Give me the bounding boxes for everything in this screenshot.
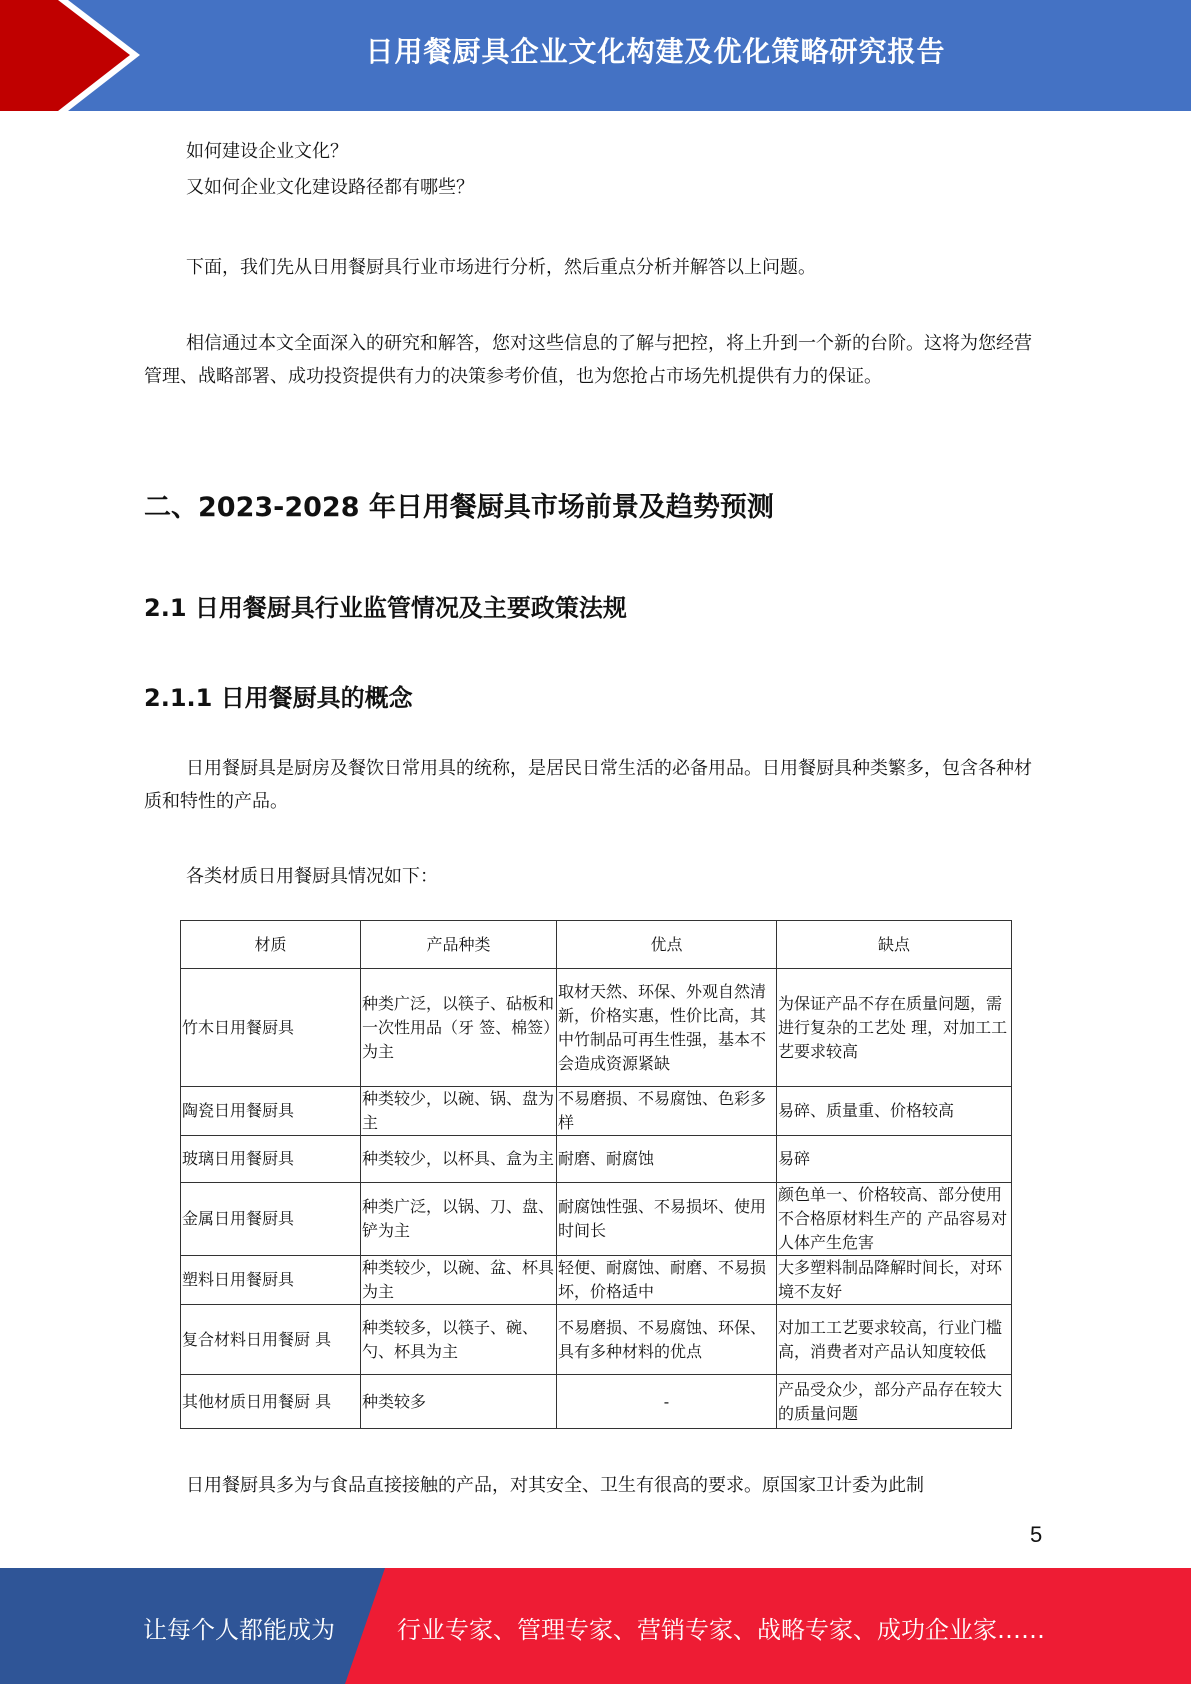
after-table-paragraph: 日用餐厨具多为与食品直接接触的产品，对其安全、卫生有很高的要求。原国家卫计委为此制: [186, 1475, 924, 1496]
table-cell: 种类广泛，以锅、刀、盘、铲为主: [361, 1183, 557, 1256]
table-row: [181, 1087, 1012, 1136]
header-title: 日用餐厨具企业文化构建及优化策略研究报告: [365, 35, 946, 68]
page-footer: [0, 1568, 1191, 1684]
table-cell: -: [557, 1375, 777, 1429]
table-cell: 其他材质日用餐厨 具: [181, 1375, 361, 1429]
table-cell: 耐腐蚀性强、不易损坏、使用时间长: [557, 1183, 777, 1256]
table-cell: 金属日用餐厨具: [181, 1183, 361, 1256]
table-cell: 耐磨、耐腐蚀: [557, 1136, 777, 1183]
intro-paragraph-2: 相信通过本文全面深入的研究和解答，您对这些信息的了解与把控，将上升到一个新的台阶。这将为您经营管理、战略部署、成功投资提供有力的决策参考价值，也为您抢占市场先机提供有力的保证。: [144, 333, 1032, 387]
table-cell: 陶瓷日用餐厨具: [181, 1087, 361, 1136]
table-cell: 种类较少，以碗、盆、杯具为主: [361, 1256, 557, 1305]
table-row: [181, 1256, 1012, 1305]
materials-table: [180, 920, 1012, 1429]
table-cell: 种类较少，以杯具、盒为主: [361, 1136, 557, 1183]
intro-paragraph-1: 下面，我们先从日用餐厨具行业市场进行分析，然后重点分析并解答以上问题。: [186, 257, 816, 278]
table-cell: 不易磨损、不易腐蚀、环保、具有多种材料的优点: [557, 1305, 777, 1375]
table-cell: 颜色单一、价格较高、部分使用不合格原材料生产的 产品容易对人体产生危害: [777, 1183, 1012, 1256]
table-cell: 轻便、耐腐蚀、耐磨、不易损坏，价格适中: [557, 1256, 777, 1305]
table-cell: 大多塑料制品降解时间长，对环境不友好: [777, 1256, 1012, 1305]
table-cell: 产品受众少，部分产品存在较大的质量问题: [777, 1375, 1012, 1429]
table-row: [181, 1375, 1012, 1429]
section-heading: 二、2023-2028 年日用餐厨具市场前景及趋势预测: [144, 492, 774, 523]
table-row: [181, 1183, 1012, 1256]
table-cell: 种类较多，以筷子、碗、勺、杯具为主: [361, 1305, 557, 1375]
table-row: [181, 1136, 1012, 1183]
table-header-row: [181, 921, 1012, 969]
table-cell: 种类较多: [361, 1375, 557, 1429]
table-cell: 复合材料日用餐厨 具: [181, 1305, 361, 1375]
table-cell: 竹木日用餐厨具: [181, 969, 361, 1087]
table-cell: 不易磨损、不易腐蚀、色彩多样: [557, 1087, 777, 1136]
column-header: 产品种类: [361, 921, 557, 969]
table-row: [181, 1305, 1012, 1375]
subsection-heading: 2.1 日用餐厨具行业监管情况及主要政策法规: [144, 594, 627, 622]
page-number: 5: [1030, 1522, 1043, 1547]
table-cell: 易碎: [777, 1136, 1012, 1183]
question-1: 如何建设企业文化？: [186, 141, 348, 162]
subsubsection-heading: 2.1.1 日用餐厨具的概念: [144, 684, 413, 712]
question-2: 又如何企业文化建设路径都有哪些？: [186, 177, 474, 198]
column-header: 缺点: [777, 921, 1012, 969]
footer-slogan-left: 让每个人都能成为: [143, 1616, 335, 1644]
table-cell: 取材天然、环保、外观自然清新，价格实惠，性价比高，其中竹制品可再生性强，基本不会造成资源紧缺: [557, 969, 777, 1087]
table-cell: 为保证产品不存在质量问题，需进行复杂的工艺处 理，对加工工艺要求较高: [777, 969, 1012, 1087]
table-cell: 对加工工艺要求较高，行业门槛高，消费者对产品认知度较低: [777, 1305, 1012, 1375]
table-cell: 玻璃日用餐厨具: [181, 1136, 361, 1183]
table-cell: 种类广泛，以筷子、砧板和一次性用品（牙 签、棉签）为主: [361, 969, 557, 1087]
footer-slogan-right: 行业专家、管理专家、营销专家、战略专家、成功企业家……: [397, 1616, 1045, 1644]
table-cell: 易碎、质量重、价格较高: [777, 1087, 1012, 1136]
page-header: [0, 0, 1191, 111]
table-row: [181, 969, 1012, 1087]
column-header: 优点: [557, 921, 777, 969]
column-header: 材质: [181, 921, 361, 969]
table-cell: 种类较少，以碗、锅、盘为主: [361, 1087, 557, 1136]
table-cell: 塑料日用餐厨具: [181, 1256, 361, 1305]
table-intro: 各类材质日用餐厨具情况如下：: [186, 866, 438, 887]
concept-paragraph: 日用餐厨具是厨房及餐饮日常用具的统称，是居民日常生活的必备用品。日用餐厨具种类繁多，包含各种材质和特性的产品。: [144, 758, 1032, 812]
